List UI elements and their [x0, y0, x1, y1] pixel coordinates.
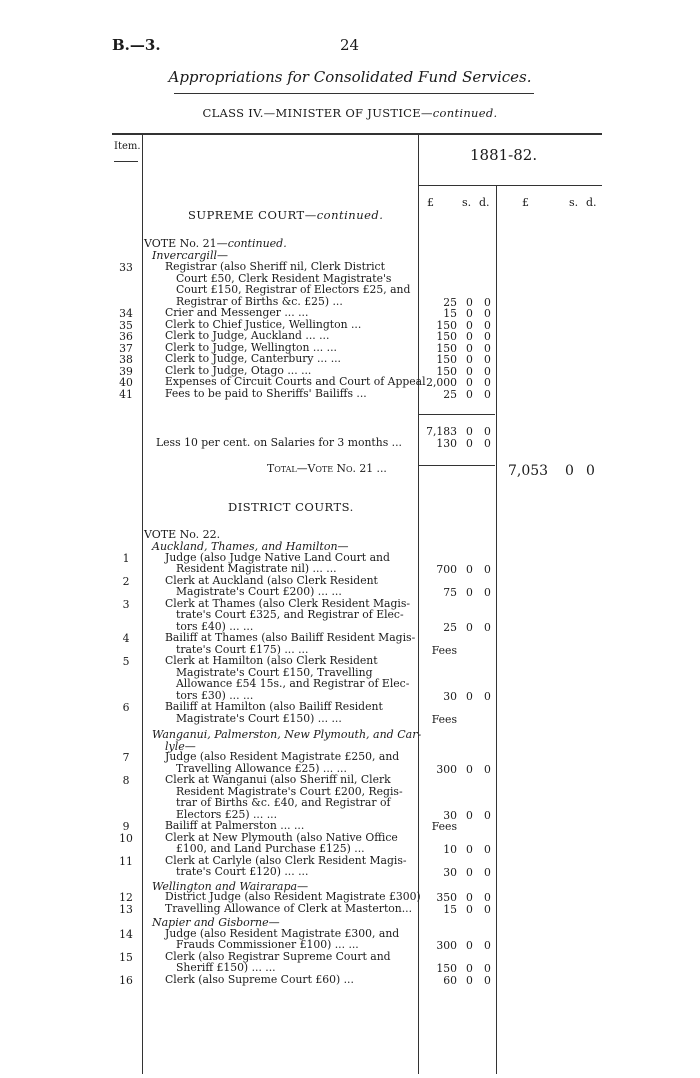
item-pence: 0 [484, 330, 491, 343]
item-description-line: Clerk at New Plymouth (also Native Office [165, 830, 398, 844]
pound-header: £ [427, 196, 434, 209]
item-pence: 0 [484, 973, 491, 987]
item-amount: 75 [443, 586, 457, 599]
item-number: 33 [119, 261, 133, 274]
item-shillings: 0 [466, 891, 473, 904]
item-pence: 0 [484, 341, 491, 355]
item-number: 4 [122, 632, 130, 645]
item-number: 9 [122, 820, 130, 833]
item-description-line: tors £30) ... ... [176, 688, 254, 702]
vote-21-total-shillings: 0 [565, 463, 574, 479]
item-pence: 0 [484, 387, 491, 401]
item-number: 1 [122, 551, 130, 565]
item-shillings: 0 [466, 341, 473, 355]
item-number: 36 [119, 330, 133, 343]
item-column-rule [142, 134, 143, 1074]
subtotal-rule [419, 414, 495, 415]
item-description-line: Allowance £54 15s., and Registrar of Elec- [176, 677, 410, 690]
item-amount: 300 [436, 939, 457, 952]
supreme-court-heading-suffix: continued. [316, 208, 384, 222]
vote-21-total-amount: 7,053 [508, 463, 549, 479]
district-courts-heading: DISTRICT COURTS. [228, 500, 354, 514]
item-description-line: Clerk (also Registrar Supreme Court and [165, 949, 391, 963]
item-shillings: 0 [466, 808, 473, 822]
pence-header: d. [479, 196, 490, 209]
item-amount: 15 [443, 307, 457, 320]
document-reference: B.—3. [112, 36, 161, 54]
item-description-line: Frauds Commissioner £100) ... ... [176, 938, 359, 951]
vote-21-total-label: Total—Vote No. 21 ... [267, 462, 387, 475]
item-pence: 0 [484, 843, 491, 856]
invercargill-subheading: Invercargill— [152, 249, 228, 262]
item-description-line: Crier and Messenger ... ... [165, 306, 309, 319]
item-number: 39 [119, 364, 133, 378]
item-number: 14 [119, 927, 133, 941]
page-title: Appropriations for Consolidated Fund Services. [168, 68, 532, 86]
shilling-header: s. [462, 196, 472, 209]
pence-header-2: d. [586, 196, 597, 209]
item-description-line: Magistrate's Court £150) ... ... [176, 711, 342, 725]
item-amount: Fees [431, 820, 457, 833]
item-description-line: Electors £25) ... ... [176, 807, 278, 821]
item-description-line: Bailiff at Hamilton (also Bailiff Resident [165, 700, 383, 713]
item-number: 10 [119, 831, 133, 845]
item-shillings: 0 [466, 902, 473, 916]
item-amount: 25 [443, 295, 457, 309]
item-amount: 15 [443, 902, 457, 916]
item-shillings: 0 [466, 563, 473, 576]
item-number: 41 [119, 387, 133, 401]
item-number: 38 [119, 353, 133, 366]
class-title [0, 106, 700, 120]
item-amount: 30 [443, 689, 457, 703]
item-description-line: Judge (also Resident Magistrate £300, and [165, 926, 400, 940]
item-amount: 150 [436, 962, 457, 975]
item-pence: 0 [484, 563, 491, 576]
item-description-line: Court £50, Clerk Resident Magistrate's [176, 271, 392, 285]
item-shillings: 0 [466, 376, 473, 389]
item-description-line: Registrar of Births &c. £25) ... [176, 294, 343, 308]
item-number: 37 [119, 341, 133, 355]
item-description-line: Judge (also Resident Magistrate £250, and [165, 750, 400, 763]
item-pence: 0 [484, 902, 491, 916]
item-pence: 0 [484, 689, 491, 703]
item-amount: 150 [436, 364, 457, 378]
vote-22-heading: VOTE No. 22. [144, 528, 221, 541]
item-shillings: 0 [466, 866, 473, 879]
item-pence: 0 [484, 364, 491, 378]
item-description-line: Clerk to Judge, Canterbury ... ... [165, 352, 341, 365]
item-amount: 350 [436, 891, 457, 904]
item-column-header: Item. [114, 141, 141, 152]
item-description-line: Clerk to Judge, Wellington ... ... [165, 340, 337, 354]
item-shillings: 0 [466, 353, 473, 366]
item-amount: 150 [436, 318, 457, 332]
item-number: 8 [122, 774, 130, 787]
item-description-line: Resident Magistrate nil) ... ... [176, 562, 337, 575]
class-title-text: CLASS IV.—MINISTER OF JUSTICE— [202, 106, 433, 120]
item-amount: 2,000 [426, 376, 457, 389]
item-pence: 0 [484, 866, 491, 879]
item-description-line: Travelling Allowance of Clerk at Masterton... [165, 901, 413, 915]
district-subheading: Wellington and Wairarapa— [152, 879, 309, 893]
district-subheading: lyle— [165, 739, 196, 753]
item-amount: Fees [431, 712, 457, 726]
item-pence: 0 [484, 376, 491, 389]
district-subheading: Auckland, Thames, and Hamilton— [152, 540, 349, 553]
year-header: 1881-82. [470, 146, 538, 164]
item-amount: 25 [443, 620, 457, 634]
item-shillings: 0 [466, 586, 473, 599]
item-number: 12 [119, 891, 133, 904]
subtotal-shillings: 0 [466, 425, 473, 438]
vote-21-total-pence: 0 [586, 463, 595, 479]
item-amount: 150 [436, 353, 457, 366]
item-description-line: Clerk to Judge, Otago ... ... [165, 363, 312, 377]
item-amount: 10 [443, 843, 457, 856]
item-description-line: Clerk at Thames (also Clerk Resident Magis- [165, 596, 411, 610]
subtotal-pence: 0 [484, 425, 491, 438]
item-description-line: Clerk to Chief Justice, Wellington ... [165, 317, 362, 331]
item-shillings: 0 [466, 295, 473, 309]
item-shillings: 0 [466, 962, 473, 975]
item-description-line: Travelling Allowance £25) ... ... [176, 761, 347, 775]
item-description-line: Court £150, Registrar of Electors £25, and [176, 283, 411, 296]
item-description-line: Sheriff £150) ... ... [176, 961, 276, 974]
item-number: 15 [119, 950, 133, 964]
subtotal-amount: 7,183 [426, 425, 457, 438]
item-shillings: 0 [466, 843, 473, 856]
item-number: 2 [122, 574, 130, 588]
item-pence: 0 [484, 318, 491, 332]
item-pence: 0 [484, 307, 491, 320]
item-description-line: Judge (also Judge Native Land Court and [165, 550, 390, 564]
item-number: 7 [122, 751, 130, 764]
less-shillings: 0 [466, 437, 473, 450]
item-pence: 0 [484, 962, 491, 975]
vote-21-suffix: continued. [227, 237, 287, 250]
item-shillings: 0 [466, 330, 473, 343]
item-number: 16 [119, 973, 133, 987]
item-shillings: 0 [466, 307, 473, 320]
item-shillings: 0 [466, 387, 473, 401]
title-rule [174, 93, 534, 94]
page-number: 24 [340, 36, 360, 54]
supreme-court-heading [188, 208, 383, 222]
item-number: 11 [119, 854, 133, 868]
less-ten-percent-amount: 130 [436, 437, 457, 450]
less-ten-percent-label: Less 10 per cent. on Salaries for 3 months ... [156, 436, 402, 449]
item-description-line: Clerk to Judge, Auckland ... ... [165, 329, 330, 342]
item-shillings: 0 [466, 620, 473, 634]
item-pence: 0 [484, 808, 491, 822]
item-pence: 0 [484, 939, 491, 952]
item-pence: 0 [484, 762, 491, 776]
district-subheading: Wanganui, Palmerston, New Plymouth, and Car- [152, 728, 422, 741]
item-description-line: trate's Court £175) ... ... [176, 642, 309, 656]
item-description-line: Registrar (also Sheriff nil, Clerk District [165, 260, 385, 273]
item-number: 13 [119, 902, 133, 916]
class-title-suffix: continued. [432, 106, 498, 120]
item-description-line: tors £40) ... ... [176, 619, 254, 633]
item-description-line: Expenses of Circuit Courts and Court of Appeal [165, 375, 426, 388]
item-description-line: trar of Births &c. £40, and Registrar of [176, 796, 391, 809]
item-amount: 300 [436, 762, 457, 776]
item-amount: 700 [436, 563, 457, 576]
vote-21-text: VOTE No. 21— [144, 237, 228, 250]
less-pence: 0 [484, 437, 491, 450]
item-shillings: 0 [466, 973, 473, 987]
item-pence: 0 [484, 620, 491, 634]
item-description-line: Resident Magistrate's Court £200, Regis- [176, 784, 403, 798]
item-description-line: Clerk at Wanganui (also Sheriff nil, Clerk [165, 773, 391, 786]
item-header-underline [114, 161, 138, 162]
item-description-line: Clerk (also Supreme Court £60) ... [165, 972, 354, 986]
item-pence: 0 [484, 295, 491, 309]
pound-header-2: £ [522, 196, 529, 209]
item-number: 6 [122, 701, 130, 714]
item-amount: Fees [431, 643, 457, 657]
item-shillings: 0 [466, 318, 473, 332]
item-description-line: Bailiff at Palmerston ... ... [165, 819, 305, 832]
item-shillings: 0 [466, 939, 473, 952]
item-number: 40 [119, 376, 133, 389]
amount-column-rule [496, 185, 497, 1074]
supreme-court-heading-text: SUPREME COURT— [188, 208, 317, 222]
item-description-line: Clerk at Auckland (also Clerk Resident [165, 573, 378, 587]
total-rule [419, 465, 495, 466]
table-top-rule-2 [112, 134, 602, 135]
item-amount: 30 [443, 866, 457, 879]
item-number: 34 [119, 307, 133, 320]
item-amount: 25 [443, 387, 457, 401]
item-pence: 0 [484, 891, 491, 904]
item-description-line: Bailiff at Thames (also Bailiff Resident Magis- [165, 631, 416, 644]
item-description-line: Magistrate's Court £200) ... ... [176, 585, 342, 598]
item-amount: 150 [436, 330, 457, 343]
item-pence: 0 [484, 586, 491, 599]
item-description-line: District Judge (also Resident Magistrate £300) [165, 890, 421, 903]
item-description-line: trate's Court £325, and Registrar of Elec- [176, 608, 404, 621]
item-description-line: Clerk at Carlyle (also Clerk Resident Magis- [165, 853, 407, 867]
item-description-line: Magistrate's Court £150, Travelling [176, 665, 373, 679]
item-description-line: £100, and Land Purchase £125) ... [176, 842, 365, 855]
item-description-line: Clerk at Hamilton (also Clerk Resident [165, 654, 378, 667]
item-amount: 30 [443, 808, 457, 822]
item-number: 3 [122, 597, 130, 611]
year-underline [418, 185, 602, 186]
item-number: 5 [122, 655, 130, 668]
shilling-header-2: s. [569, 196, 579, 209]
district-subheading: Napier and Gisborne— [152, 916, 280, 929]
item-shillings: 0 [466, 762, 473, 776]
item-shillings: 0 [466, 689, 473, 703]
item-pence: 0 [484, 353, 491, 366]
item-amount: 60 [443, 973, 457, 987]
item-description-line: Fees to be paid to Sheriffs' Bailiffs ... [165, 386, 367, 400]
item-description-line: trate's Court £120) ... ... [176, 865, 309, 878]
item-shillings: 0 [466, 364, 473, 378]
desc-column-rule [418, 134, 419, 1074]
item-amount: 150 [436, 341, 457, 355]
item-number: 35 [119, 318, 133, 332]
